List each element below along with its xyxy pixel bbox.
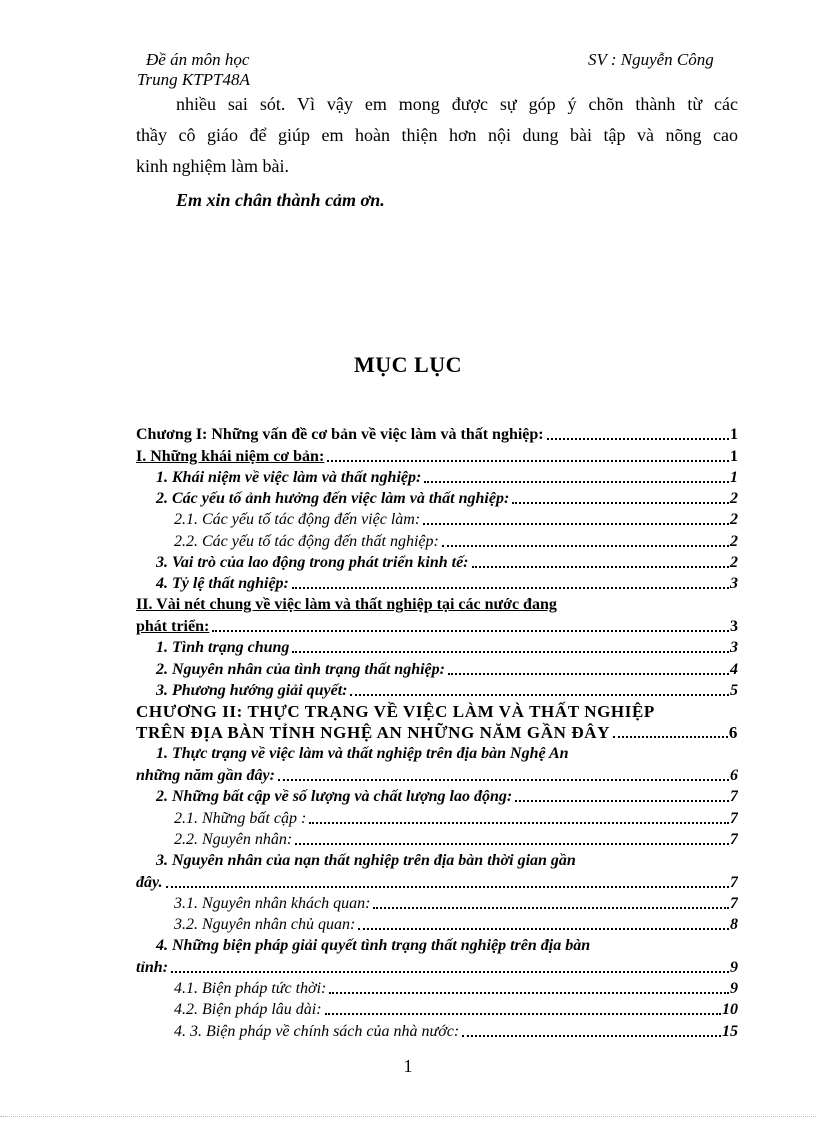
intro-line-2: thầy cô giáo để giúp em hoàn thiện hơn nội dung bài tập và nõng cao [136, 125, 738, 145]
toc-entry-text: I. Những khái niệm cơ bản: [136, 447, 325, 465]
toc-entry[interactable] [136, 658, 738, 679]
toc-entry[interactable] [136, 616, 738, 637]
toc-entry-text: 2. Các yếu tố ảnh hưởng đến việc làm và thất nghiệp: [156, 490, 510, 508]
table-of-contents [136, 424, 738, 1042]
toc-entry-text: II. Vài nét chung về việc làm và thất nghiệp tại các nước đang [136, 596, 557, 614]
toc-page-number: 7 [730, 788, 738, 806]
toc-entry[interactable] [136, 850, 738, 871]
toc-entry-text: 3.1. Nguyên nhân khách quan: [174, 894, 371, 912]
toc-entry[interactable] [136, 594, 738, 615]
toc-leader [448, 673, 729, 675]
header-class: Trung KTPT48A [137, 70, 250, 89]
toc-entry-text: CHƯƠNG II: THỰC TRẠNG VỀ VIỆC LÀM VÀ THẤT NGHIỆP [136, 701, 655, 721]
toc-entry-text: 4. Những biện pháp giải quyết tình trạng thất nghiệp trên địa bàn [156, 937, 591, 955]
toc-page-number: 1 [730, 426, 738, 444]
toc-entry-text: 4. Tỷ lệ thất nghiệp: [156, 575, 289, 593]
toc-entry-text: 2.2. Nguyên nhân: [174, 830, 293, 848]
toc-page-number: 2 [730, 511, 738, 529]
toc-entry-text: 1. Tình trạng chung [156, 639, 290, 657]
toc-page-number: 9 [730, 958, 738, 976]
toc-page-number: 10 [722, 1001, 738, 1019]
toc-page-number: 3 [730, 639, 738, 657]
intro-line-1: nhiều sai sót. Vì vậy em mong được sự góp ý chõn thành từ các [176, 94, 738, 114]
thanks-line: Em xin chân thành cảm ơn. [176, 190, 385, 210]
page-number: 1 [403, 1056, 413, 1076]
toc-entry[interactable] [136, 871, 738, 892]
toc-page-number: 2 [730, 554, 738, 572]
toc-leader [278, 779, 729, 781]
toc-leader [292, 587, 729, 589]
toc-page-number: 9 [730, 980, 738, 998]
toc-entry[interactable] [136, 978, 738, 999]
toc-leader [512, 502, 729, 504]
toc-page-number: 2 [730, 532, 738, 550]
toc-entry[interactable] [136, 743, 738, 764]
toc-page-number: 2 [730, 490, 738, 508]
toc-leader [171, 971, 729, 973]
toc-entry-text: 3. Nguyên nhân của nạn thất nghiệp trên địa bàn thời gian gần [156, 851, 576, 869]
toc-leader [350, 694, 729, 696]
toc-entry-text: 3. Phương hướng giải quyết: [156, 681, 348, 699]
toc-entry[interactable] [136, 573, 738, 594]
page-bottom-border [0, 1116, 816, 1117]
toc-entry-text: 4. 3. Biện pháp về chính sách của nhà nước: [174, 1022, 460, 1040]
toc-leader [515, 800, 729, 802]
toc-entry-text: 3. Vai trò của lao động trong phát triển kinh tế: [156, 554, 469, 572]
toc-title: MỤC LỤC [354, 352, 462, 377]
toc-entry-text: đây. [136, 873, 163, 891]
toc-entry[interactable] [136, 530, 738, 551]
toc-entry[interactable] [136, 445, 738, 466]
toc-leader [423, 523, 729, 525]
toc-entry[interactable] [136, 637, 738, 658]
toc-page-number: 1 [730, 447, 738, 465]
toc-entry-text: 3.2. Nguyên nhân chủ quan: [174, 916, 356, 934]
toc-entry[interactable] [136, 552, 738, 573]
toc-entry[interactable] [136, 701, 738, 722]
toc-page-number: 7 [730, 894, 738, 912]
toc-page-number: 7 [730, 830, 738, 848]
toc-entry[interactable] [136, 786, 738, 807]
toc-leader [212, 630, 729, 632]
intro-line-3: kinh nghiệm làm bài. [136, 156, 289, 176]
toc-entry[interactable] [136, 956, 738, 977]
header-course: Đề án môn học [146, 50, 250, 69]
toc-page-number: 6 [730, 767, 738, 785]
toc-entry[interactable] [136, 999, 738, 1020]
toc-page-number: 3 [730, 575, 738, 593]
toc-leader [462, 1035, 721, 1037]
toc-entry-text: 4.1. Biện pháp tức thời: [174, 980, 327, 998]
toc-entry-text: tỉnh: [136, 958, 169, 976]
toc-page-number: 8 [730, 916, 738, 934]
toc-entry-text: 1. Khái niệm về việc làm và thất nghiệp: [156, 468, 422, 486]
toc-entry-text: 2.2. Các yếu tố tác động đến thất nghiệp: [174, 532, 439, 550]
toc-entry[interactable] [136, 424, 738, 445]
toc-leader [329, 992, 729, 994]
toc-entry[interactable] [136, 467, 738, 488]
toc-leader [292, 651, 729, 653]
toc-entry[interactable] [136, 1020, 738, 1041]
toc-entry[interactable] [136, 914, 738, 935]
toc-entry[interactable] [136, 807, 738, 828]
toc-page-number: 4 [730, 660, 738, 678]
toc-leader [472, 566, 729, 568]
toc-entry-text: những năm gần đây: [136, 767, 275, 785]
toc-entry[interactable] [136, 722, 738, 743]
toc-page-number: 5 [730, 681, 738, 699]
toc-leader [442, 545, 729, 547]
toc-page-number: 6 [728, 723, 738, 743]
toc-entry-text: 2. Những bất cập về số lượng và chất lượng lao động: [156, 788, 513, 806]
toc-page-number: 1 [730, 468, 738, 486]
toc-page-number: 15 [722, 1022, 738, 1040]
toc-entry-text: 2.1. Các yếu tố tác động đến việc làm: [174, 511, 421, 529]
toc-entry-text: Chương I: Những vấn đề cơ bản về việc làm và thất nghiệp: [136, 426, 544, 444]
toc-entry[interactable] [136, 829, 738, 850]
toc-leader [295, 843, 729, 845]
toc-leader [358, 928, 729, 930]
toc-entry[interactable] [136, 893, 738, 914]
toc-leader [424, 481, 729, 483]
toc-entry-text: 4.2. Biện pháp lâu dài: [174, 1001, 322, 1019]
toc-entry-text: 1. Thực trạng về việc làm và thất nghiệp trên địa bàn Nghệ An [156, 745, 569, 763]
toc-entry[interactable] [136, 935, 738, 956]
toc-entry[interactable] [136, 509, 738, 530]
header-student: SV : Nguyễn Công [588, 50, 714, 69]
toc-entry[interactable] [136, 680, 738, 701]
toc-leader [325, 1013, 721, 1015]
toc-leader [166, 886, 729, 888]
intro-paragraph [136, 89, 738, 151]
toc-entry-text: 2.1. Những bất cập : [174, 809, 307, 827]
toc-leader [547, 438, 729, 440]
toc-leader [327, 460, 729, 462]
toc-entry-text: phát triển: [136, 617, 210, 635]
toc-entry[interactable] [136, 488, 738, 509]
toc-entry-text: 2. Nguyên nhân của tình trạng thất nghiệp: [156, 660, 445, 678]
toc-entry-text: TRÊN ĐỊA BÀN TỈNH NGHỆ AN NHỮNG NĂM GẦN ĐÂY [136, 723, 610, 743]
toc-page-number: 7 [730, 809, 738, 827]
toc-page-number: 7 [730, 873, 738, 891]
toc-leader [309, 822, 729, 824]
toc-leader [613, 736, 728, 738]
toc-leader [373, 907, 729, 909]
toc-entry[interactable] [136, 765, 738, 786]
toc-page-number: 3 [730, 617, 738, 635]
